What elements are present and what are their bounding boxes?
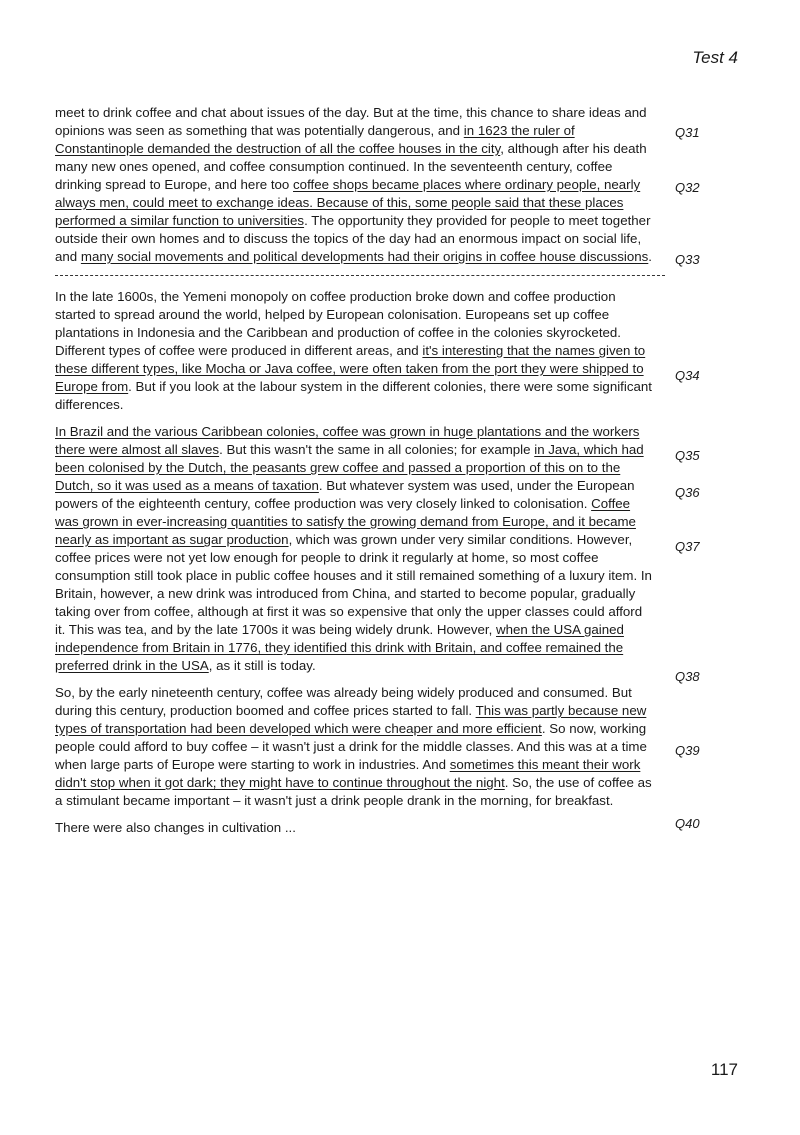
underlined-answer-text: In Brazil and the various Caribbean colonies, coffee was grown in huge plantations and the workers there were almost all slaves — [55, 424, 640, 457]
text-segment: There were also changes in cultivation ... — [55, 820, 296, 835]
text-segment: , although after his death many new ones opened, and coffee consumption continued. In the seventeenth century, coffee drinking spread to Europe, and here too — [55, 141, 647, 192]
underlined-answer-text: This was partly because new types of transportation had been developed which were cheaper and more efficient — [55, 703, 647, 736]
text-segment: . The opportunity they provided for people to meet together outside their own homes and to discuss the topics of the day had an enormous impact on social life, and — [55, 213, 651, 264]
question-label-q36: Q36 — [675, 485, 700, 500]
text-segment: So, by the early nineteenth century, coffee was already being widely produced and consumed. But during this century, production boomed and coffee prices started to fall. — [55, 685, 632, 718]
text-segment: . But whatever system was used, under the European powers of the eighteenth century, coffee production was very closely linked to colonisation. — [55, 478, 635, 511]
text-segment: In the late 1600s, the Yemeni monopoly on coffee production broke down and coffee production started to spread around the world, helped by European colonisation. Europeans set up coffee plantations in Indonesia and the Caribbean and production of coffee in the colonies skyrocketed. Different types of coffee were produced in different areas, and — [55, 289, 621, 358]
question-label-q37: Q37 — [675, 539, 700, 554]
underlined-answer-text: many social movements and political developments had their origins in coffee house discussions — [80, 249, 649, 264]
question-label-q34: Q34 — [675, 368, 700, 383]
text-segment: , which was grown under very similar conditions. However, coffee prices were not yet low enough for people to drink it regularly at home, so most coffee consumption still took place in public coffee houses and it still remained something of a luxury item. In Britain, however, a new drink was introduced from China, and started to become popular, gradually taking over from coffee, although at first it was so expensive that only the upper classes could afford it. This was tea, and by the late 1700s it was being widely drunk. However, — [55, 532, 652, 637]
question-label-q31: Q31 — [675, 125, 700, 140]
text-segment: . — [648, 249, 652, 264]
underlined-answer-text: sometimes this meant their work didn't stop when it got dark; they might have to continue throughout the night — [55, 757, 641, 790]
underlined-answer-text: Coffee was grown in ever-increasing quantities to satisfy the growing demand from Europe, and it became nearly as important as sugar production — [55, 496, 636, 547]
text-segment: meet to drink coffee and chat about issues of the day. But at the time, this chance to share ideas and opinions was seen as something that was potentially dangerous, and — [55, 105, 647, 138]
page-number: 117 — [710, 1060, 738, 1079]
paragraph — [55, 684, 655, 810]
paragraph — [55, 423, 655, 675]
question-label-q40: Q40 — [675, 816, 700, 831]
text-segment: , as it still is today. — [208, 658, 316, 673]
underlined-answer-text: in 1623 the ruler of Constantinople demanded the destruction of all the coffee houses in the city — [55, 123, 575, 156]
question-label-q33: Q33 — [675, 252, 700, 267]
text-segment: . But if you look at the labour system in the different colonies, there were some significant differences. — [55, 379, 652, 412]
question-label-q39: Q39 — [675, 743, 700, 758]
text-segment: . So, the use of coffee as a stimulant became important – it wasn't just a drink people drank in the morning, for breakfast. — [55, 775, 652, 808]
question-label-q32: Q32 — [675, 180, 700, 195]
transcript-body — [55, 104, 655, 846]
underlined-answer-text: coffee shops became places where ordinary people, nearly always men, could meet to exchange ideas. Because of this, some people said that these places performed a similar function to universities — [55, 177, 641, 228]
paragraph — [55, 288, 655, 414]
question-label-q35: Q35 — [675, 448, 700, 463]
underlined-answer-text: when the USA gained independence from Britain in 1776, they identified this drink with Britain, and coffee remained the preferred drink in the USA — [55, 622, 624, 673]
paragraph — [55, 819, 655, 837]
underlined-answer-text: it's interesting that the names given to these different types, like Mocha or Java coffee, were often taken from the port they were shipped to Europe from — [55, 343, 646, 394]
paragraph — [55, 104, 655, 266]
section-divider — [55, 275, 665, 276]
question-label-q38: Q38 — [675, 669, 700, 684]
text-segment: . So now, working people could afford to buy coffee – it wasn't just a drink for the middle classes. And this was at a time when large parts of Europe were starting to work in industries. And — [55, 721, 647, 772]
text-segment: . But this wasn't the same in all colonies; for example — [219, 442, 535, 457]
test-label: Test 4 — [692, 48, 738, 67]
underlined-answer-text: in Java, which had been colonised by the Dutch, the peasants grew coffee and passed a proportion of this on to the Dutch, so it was used as a means of taxation — [55, 442, 644, 493]
